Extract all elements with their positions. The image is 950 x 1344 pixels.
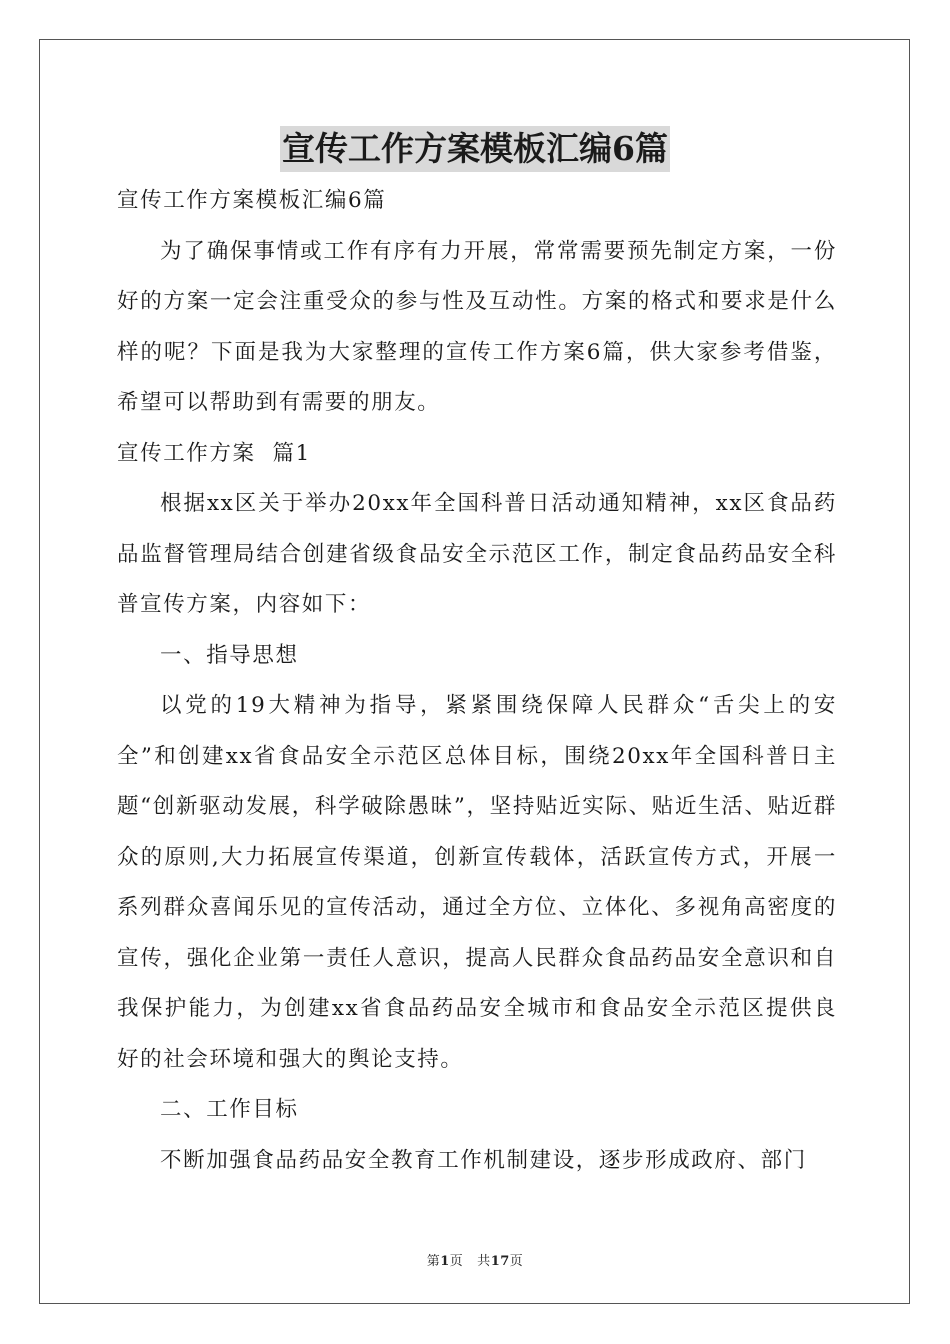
subtitle-line: 宣传工作方案模板汇编6篇	[117, 188, 387, 213]
title-container	[0, 126, 950, 172]
footer-page-prefix: 第	[426, 1254, 441, 1269]
paragraph-work-goals: 不断加强食品药品安全教育工作机制建设，逐步形成政府、部门	[160, 1147, 807, 1173]
heading-guiding-ideology: 一、指导思想	[160, 642, 299, 668]
footer-total-suffix: 页	[509, 1254, 524, 1269]
document-body	[117, 176, 837, 1186]
paragraph-guiding-ideology: 以党的19大精神为指导，紧紧围绕保障人民群众“舌尖上的安全”和创建xx省食品安全示范区总体目标，围绕20xx年全国科普日主题“创新驱动发展，科学破除愚昧”，坚持贴近实际、贴近生活、贴近群众的原则,大力拓展宣传渠道，创新宣传载体，活跃宣传方式，开展一系列群众喜闻乐见的宣传活动，通过全方位、立体化、多视角高密度的宣传，强化企业第一责任人意识，提高人民群众食品药品安全意识和自我保护能力，为创建xx省食品药品安全城市和食品安全示范区提供良好的社会环境和强大的舆论支持。	[117, 693, 837, 1072]
heading-work-goals: 二、工作目标	[160, 1097, 299, 1122]
footer-page-suffix: 页	[449, 1254, 464, 1269]
page-footer	[0, 1250, 950, 1269]
document-title: 宣传工作方案模板汇编6篇	[280, 126, 670, 172]
paragraph-background: 根据xx区关于举办20xx年全国科普日活动通知精神，xx区食品药品监督管理局结合创建省级食品安全示范区工作，制定食品药品安全科普宣传方案，内容如下：	[117, 491, 837, 617]
section-heading-part-1: 宣传工作方案 篇1	[117, 440, 311, 466]
footer-total-prefix: 共	[477, 1254, 491, 1269]
intro-paragraph: 为了确保事情或工作有序有力开展，常常需要预先制定方案，一份好的方案一定会注重受众的参与性及互动性。方案的格式和要求是什么样的呢？下面是我为大家整理的宣传工作方案6篇，供大家参考借鉴，希望可以帮助到有需要的朋友。	[117, 238, 837, 415]
footer-page-current: 1	[440, 1254, 450, 1269]
footer-page-total: 17	[490, 1254, 510, 1269]
